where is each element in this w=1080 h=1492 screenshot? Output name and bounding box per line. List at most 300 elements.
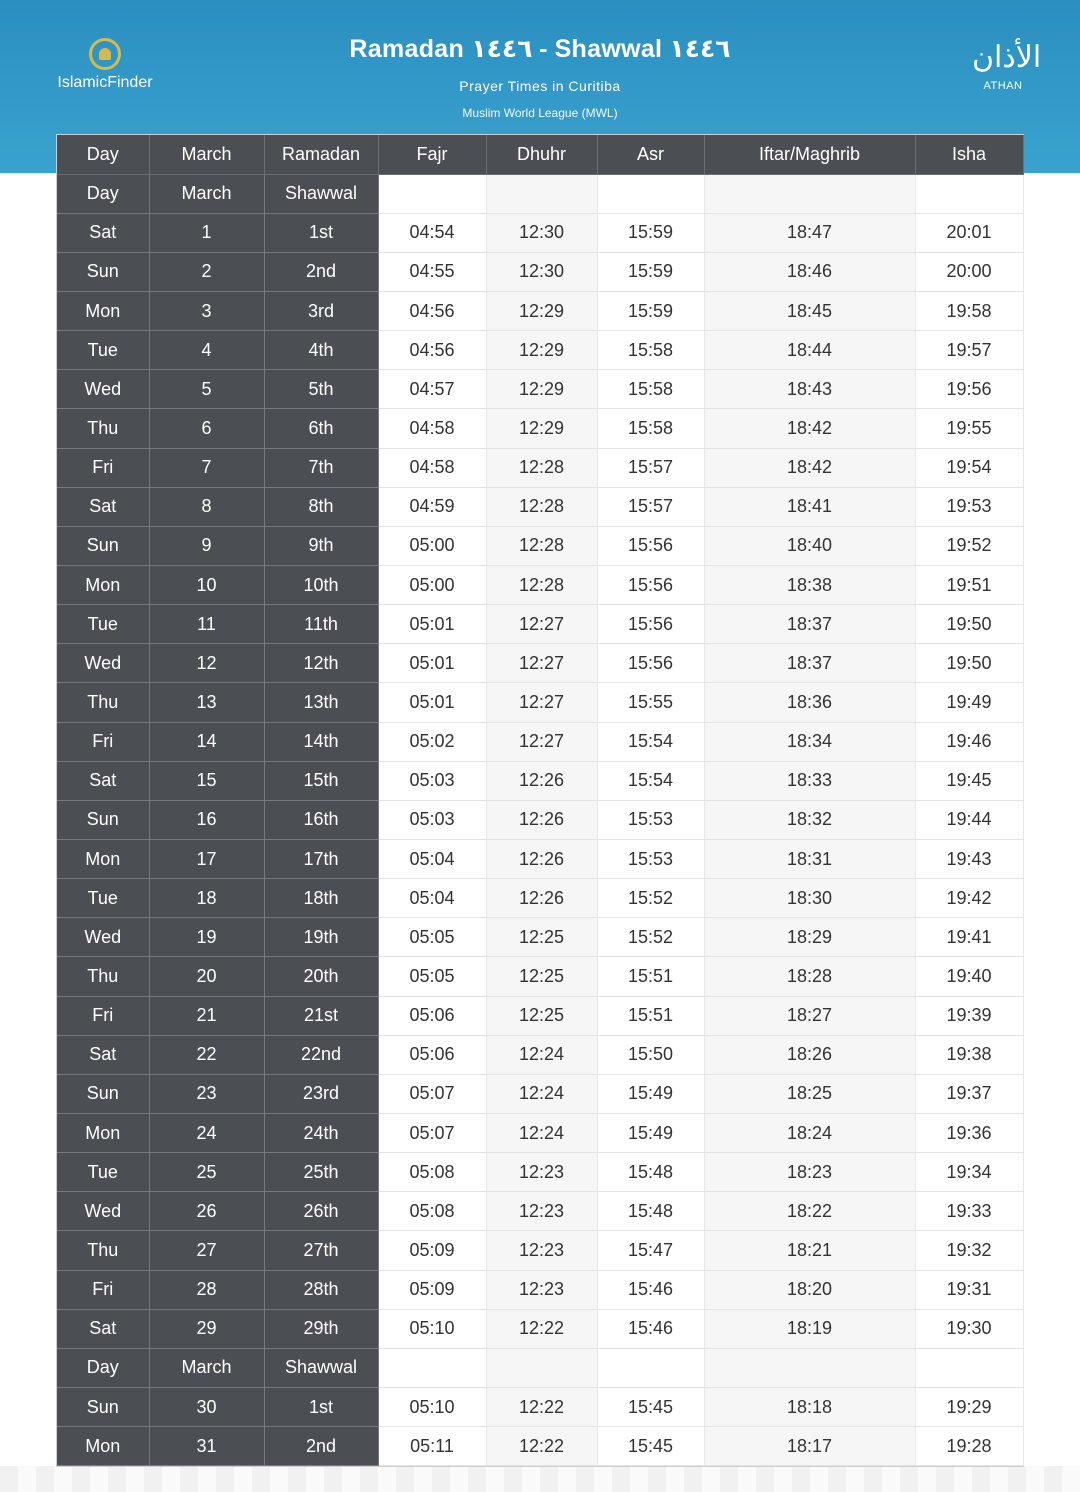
cell-day: Fri: [57, 996, 149, 1035]
cell-dhuhr: 12:27: [486, 605, 597, 644]
table-row: [57, 683, 1023, 722]
cell-day: Mon: [57, 1427, 149, 1466]
cell-fajr: 05:11: [378, 1427, 486, 1466]
page-subtitle: Prayer Times in Curitiba: [459, 78, 621, 94]
cell-hijri: 25th: [264, 1153, 378, 1192]
subheader-empty-cell: [378, 1348, 486, 1387]
prayer-times-table: [57, 135, 1024, 1466]
cell-maghrib: 18:28: [704, 957, 915, 996]
cell-fajr: 05:10: [378, 1388, 486, 1427]
cell-march: 30: [149, 1388, 264, 1427]
cell-isha: 19:50: [915, 605, 1023, 644]
brand-name: IslamicFinder: [57, 74, 153, 91]
cell-maghrib: 18:20: [704, 1270, 915, 1309]
cell-day: Tue: [57, 331, 149, 370]
table-row: [57, 1427, 1023, 1466]
subheader-march: March: [149, 174, 264, 213]
cell-fajr: 05:08: [378, 1192, 486, 1231]
cell-maghrib: 18:30: [704, 879, 915, 918]
cell-fajr: 04:57: [378, 370, 486, 409]
cell-march: 29: [149, 1309, 264, 1348]
cell-maghrib: 18:34: [704, 722, 915, 761]
cell-fajr: 05:10: [378, 1309, 486, 1348]
cell-asr: 15:54: [597, 722, 704, 761]
cell-day: Sun: [57, 1074, 149, 1113]
cell-dhuhr: 12:28: [486, 526, 597, 565]
cell-march: 23: [149, 1074, 264, 1113]
cell-hijri: 19th: [264, 918, 378, 957]
cell-maghrib: 18:24: [704, 1114, 915, 1153]
cell-isha: 19:36: [915, 1114, 1023, 1153]
cell-day: Wed: [57, 370, 149, 409]
cell-day: Wed: [57, 1192, 149, 1231]
cell-hijri: 1st: [264, 213, 378, 252]
cell-isha: 19:41: [915, 918, 1023, 957]
cell-march: 11: [149, 605, 264, 644]
subheader-empty-cell: [597, 174, 704, 213]
cell-day: Mon: [57, 1114, 149, 1153]
cell-maghrib: 18:33: [704, 761, 915, 800]
cell-hijri: 16th: [264, 800, 378, 839]
cell-isha: 19:29: [915, 1388, 1023, 1427]
cell-hijri: 4th: [264, 331, 378, 370]
subheader-empty-cell: [597, 1348, 704, 1387]
subheader-hijri: Shawwal: [264, 174, 378, 213]
cell-dhuhr: 12:24: [486, 1114, 597, 1153]
cell-dhuhr: 12:22: [486, 1388, 597, 1427]
cell-march: 14: [149, 722, 264, 761]
title-block: [300, 34, 780, 120]
cell-dhuhr: 12:27: [486, 683, 597, 722]
cell-day: Sat: [57, 761, 149, 800]
table-row: [57, 252, 1023, 291]
cell-fajr: 04:59: [378, 487, 486, 526]
cell-dhuhr: 12:26: [486, 840, 597, 879]
cell-fajr: 05:06: [378, 996, 486, 1035]
cell-asr: 15:55: [597, 683, 704, 722]
cell-hijri: 23rd: [264, 1074, 378, 1113]
cell-fajr: 04:56: [378, 292, 486, 331]
cell-maghrib: 18:42: [704, 409, 915, 448]
cell-march: 26: [149, 1192, 264, 1231]
cell-maghrib: 18:17: [704, 1427, 915, 1466]
cell-march: 13: [149, 683, 264, 722]
cell-dhuhr: 12:28: [486, 487, 597, 526]
cell-maghrib: 18:21: [704, 1231, 915, 1270]
cell-march: 18: [149, 879, 264, 918]
cell-isha: 19:54: [915, 448, 1023, 487]
cell-fajr: 04:58: [378, 409, 486, 448]
cell-fajr: 05:01: [378, 605, 486, 644]
cell-fajr: 05:03: [378, 761, 486, 800]
footer-pattern: [0, 1466, 1080, 1492]
cell-isha: 19:50: [915, 644, 1023, 683]
column-header-isha: Isha: [915, 135, 1023, 174]
cell-fajr: 05:03: [378, 800, 486, 839]
table-row: [57, 918, 1023, 957]
cell-march: 25: [149, 1153, 264, 1192]
cell-fajr: 05:01: [378, 644, 486, 683]
cell-march: 21: [149, 996, 264, 1035]
subheader-empty-cell: [704, 174, 915, 213]
cell-asr: 15:50: [597, 1035, 704, 1074]
cell-dhuhr: 12:29: [486, 370, 597, 409]
cell-day: Tue: [57, 879, 149, 918]
cell-isha: 19:53: [915, 487, 1023, 526]
cell-maghrib: 18:38: [704, 566, 915, 605]
cell-maghrib: 18:40: [704, 526, 915, 565]
cell-day: Sun: [57, 526, 149, 565]
cell-day: Thu: [57, 957, 149, 996]
column-header-dhuhr: Dhuhr: [486, 135, 597, 174]
cell-asr: 15:49: [597, 1114, 704, 1153]
athan-logo-icon: ﺍﻷﺫﺍﻥ: [972, 40, 1042, 75]
cell-march: 17: [149, 840, 264, 879]
cell-day: Sun: [57, 800, 149, 839]
cell-fajr: 05:08: [378, 1153, 486, 1192]
cell-asr: 15:46: [597, 1309, 704, 1348]
cell-isha: 20:00: [915, 252, 1023, 291]
cell-fajr: 04:54: [378, 213, 486, 252]
subheader-empty-cell: [915, 1348, 1023, 1387]
cell-hijri: 26th: [264, 1192, 378, 1231]
cell-fajr: 05:05: [378, 957, 486, 996]
cell-maghrib: 18:22: [704, 1192, 915, 1231]
table-row: [57, 1153, 1023, 1192]
cell-march: 27: [149, 1231, 264, 1270]
cell-dhuhr: 12:23: [486, 1231, 597, 1270]
cell-hijri: 11th: [264, 605, 378, 644]
cell-dhuhr: 12:26: [486, 800, 597, 839]
table-row: [57, 526, 1023, 565]
cell-isha: 19:57: [915, 331, 1023, 370]
cell-march: 15: [149, 761, 264, 800]
cell-fajr: 05:04: [378, 879, 486, 918]
subheader-day: Day: [57, 174, 149, 213]
cell-dhuhr: 12:29: [486, 292, 597, 331]
cell-asr: 15:52: [597, 879, 704, 918]
cell-asr: 15:56: [597, 644, 704, 683]
cell-hijri: 5th: [264, 370, 378, 409]
cell-fajr: 05:07: [378, 1114, 486, 1153]
column-header-day: Day: [57, 135, 149, 174]
cell-march: 6: [149, 409, 264, 448]
cell-isha: 19:39: [915, 996, 1023, 1035]
cell-maghrib: 18:37: [704, 605, 915, 644]
cell-dhuhr: 12:23: [486, 1153, 597, 1192]
table-row: [57, 487, 1023, 526]
cell-asr: 15:58: [597, 331, 704, 370]
cell-fajr: 05:09: [378, 1270, 486, 1309]
cell-asr: 15:48: [597, 1192, 704, 1231]
athan-name: ATHAN: [983, 80, 1023, 92]
table-row: [57, 644, 1023, 683]
cell-asr: 15:52: [597, 918, 704, 957]
cell-march: 8: [149, 487, 264, 526]
cell-day: Sun: [57, 1388, 149, 1427]
cell-isha: 20:01: [915, 213, 1023, 252]
cell-isha: 19:56: [915, 370, 1023, 409]
cell-march: 12: [149, 644, 264, 683]
table-row: [57, 1035, 1023, 1074]
table-row: [57, 722, 1023, 761]
cell-fajr: 05:06: [378, 1035, 486, 1074]
cell-day: Tue: [57, 1153, 149, 1192]
cell-fajr: 05:05: [378, 918, 486, 957]
cell-dhuhr: 12:26: [486, 879, 597, 918]
cell-day: Mon: [57, 840, 149, 879]
column-header-fajr: Fajr: [378, 135, 486, 174]
cell-hijri: 14th: [264, 722, 378, 761]
cell-isha: 19:37: [915, 1074, 1023, 1113]
subheader-empty-cell: [378, 174, 486, 213]
subheader-empty-cell: [915, 174, 1023, 213]
cell-maghrib: 18:36: [704, 683, 915, 722]
cell-maghrib: 18:44: [704, 331, 915, 370]
cell-hijri: 3rd: [264, 292, 378, 331]
subheader-empty-cell: [486, 1348, 597, 1387]
prayer-times-table-container: [56, 134, 1024, 1467]
cell-hijri: 17th: [264, 840, 378, 879]
cell-fajr: 05:00: [378, 526, 486, 565]
table-row: [57, 331, 1023, 370]
cell-march: 9: [149, 526, 264, 565]
cell-day: Fri: [57, 1270, 149, 1309]
cell-asr: 15:59: [597, 292, 704, 331]
cell-isha: 19:58: [915, 292, 1023, 331]
cell-march: 16: [149, 800, 264, 839]
cell-asr: 15:51: [597, 957, 704, 996]
cell-dhuhr: 12:28: [486, 566, 597, 605]
table-row: [57, 605, 1023, 644]
cell-day: Sat: [57, 1035, 149, 1074]
cell-isha: 19:43: [915, 840, 1023, 879]
cell-dhuhr: 12:23: [486, 1192, 597, 1231]
cell-day: Tue: [57, 605, 149, 644]
table-row: [57, 996, 1023, 1035]
cell-hijri: 2nd: [264, 1427, 378, 1466]
cell-maghrib: 18:25: [704, 1074, 915, 1113]
calculation-method: Muslim World League (MWL): [462, 106, 618, 120]
table-row: [57, 1192, 1023, 1231]
cell-hijri: 15th: [264, 761, 378, 800]
cell-maghrib: 18:42: [704, 448, 915, 487]
table-subheader-row: [57, 1348, 1023, 1387]
cell-maghrib: 18:31: [704, 840, 915, 879]
cell-dhuhr: 12:25: [486, 918, 597, 957]
cell-day: Thu: [57, 1231, 149, 1270]
cell-isha: 19:42: [915, 879, 1023, 918]
cell-asr: 15:45: [597, 1388, 704, 1427]
page-title: Ramadan ١٤٤٦ - Shawwal ١٤٤٦: [349, 35, 731, 63]
table-row: [57, 292, 1023, 331]
cell-asr: 15:45: [597, 1427, 704, 1466]
cell-hijri: 2nd: [264, 252, 378, 291]
cell-asr: 15:53: [597, 840, 704, 879]
cell-fajr: 04:58: [378, 448, 486, 487]
cell-fajr: 05:04: [378, 840, 486, 879]
cell-isha: 19:33: [915, 1192, 1023, 1231]
cell-maghrib: 18:47: [704, 213, 915, 252]
cell-fajr: 04:55: [378, 252, 486, 291]
table-row: [57, 448, 1023, 487]
table-row: [57, 1309, 1023, 1348]
cell-isha: 19:51: [915, 566, 1023, 605]
cell-march: 19: [149, 918, 264, 957]
athan-brand[interactable]: [972, 38, 1042, 92]
subheader-march: March: [149, 1348, 264, 1387]
cell-maghrib: 18:45: [704, 292, 915, 331]
cell-day: Wed: [57, 918, 149, 957]
cell-dhuhr: 12:30: [486, 213, 597, 252]
cell-isha: 19:28: [915, 1427, 1023, 1466]
cell-dhuhr: 12:26: [486, 761, 597, 800]
column-header-march: March: [149, 135, 264, 174]
cell-day: Thu: [57, 409, 149, 448]
cell-dhuhr: 12:25: [486, 957, 597, 996]
cell-isha: 19:55: [915, 409, 1023, 448]
cell-dhuhr: 12:22: [486, 1309, 597, 1348]
cell-maghrib: 18:41: [704, 487, 915, 526]
cell-dhuhr: 12:25: [486, 996, 597, 1035]
table-row: [57, 1114, 1023, 1153]
cell-march: 20: [149, 957, 264, 996]
cell-fajr: 05:07: [378, 1074, 486, 1113]
table-row: [57, 1388, 1023, 1427]
cell-fajr: 05:09: [378, 1231, 486, 1270]
cell-day: Sun: [57, 252, 149, 291]
cell-isha: 19:40: [915, 957, 1023, 996]
cell-dhuhr: 12:27: [486, 722, 597, 761]
cell-dhuhr: 12:29: [486, 409, 597, 448]
subheader-day: Day: [57, 1348, 149, 1387]
cell-march: 7: [149, 448, 264, 487]
cell-hijri: 9th: [264, 526, 378, 565]
cell-asr: 15:58: [597, 409, 704, 448]
cell-hijri: 21st: [264, 996, 378, 1035]
cell-dhuhr: 12:28: [486, 448, 597, 487]
cell-isha: 19:38: [915, 1035, 1023, 1074]
subheader-hijri: Shawwal: [264, 1348, 378, 1387]
cell-maghrib: 18:18: [704, 1388, 915, 1427]
cell-asr: 15:49: [597, 1074, 704, 1113]
cell-hijri: 12th: [264, 644, 378, 683]
cell-day: Sat: [57, 1309, 149, 1348]
table-row: [57, 409, 1023, 448]
cell-isha: 19:34: [915, 1153, 1023, 1192]
cell-asr: 15:48: [597, 1153, 704, 1192]
islamicfinder-brand[interactable]: [54, 38, 156, 92]
cell-isha: 19:31: [915, 1270, 1023, 1309]
cell-hijri: 24th: [264, 1114, 378, 1153]
cell-fajr: 05:00: [378, 566, 486, 605]
cell-isha: 19:45: [915, 761, 1023, 800]
cell-asr: 15:57: [597, 448, 704, 487]
cell-dhuhr: 12:27: [486, 644, 597, 683]
cell-hijri: 18th: [264, 879, 378, 918]
cell-march: 2: [149, 252, 264, 291]
cell-march: 4: [149, 331, 264, 370]
cell-asr: 15:47: [597, 1231, 704, 1270]
cell-isha: 19:49: [915, 683, 1023, 722]
cell-march: 1: [149, 213, 264, 252]
table-header-row: [57, 135, 1023, 174]
cell-maghrib: 18:43: [704, 370, 915, 409]
cell-maghrib: 18:37: [704, 644, 915, 683]
cell-day: Mon: [57, 292, 149, 331]
cell-hijri: 20th: [264, 957, 378, 996]
cell-hijri: 13th: [264, 683, 378, 722]
cell-asr: 15:58: [597, 370, 704, 409]
cell-maghrib: 18:26: [704, 1035, 915, 1074]
cell-asr: 15:53: [597, 800, 704, 839]
cell-day: Sat: [57, 487, 149, 526]
cell-hijri: 28th: [264, 1270, 378, 1309]
cell-dhuhr: 12:24: [486, 1074, 597, 1113]
cell-fajr: 05:02: [378, 722, 486, 761]
table-row: [57, 840, 1023, 879]
cell-hijri: 7th: [264, 448, 378, 487]
cell-hijri: 29th: [264, 1309, 378, 1348]
cell-asr: 15:56: [597, 526, 704, 565]
cell-hijri: 27th: [264, 1231, 378, 1270]
cell-isha: 19:32: [915, 1231, 1023, 1270]
cell-march: 10: [149, 566, 264, 605]
cell-march: 31: [149, 1427, 264, 1466]
cell-isha: 19:30: [915, 1309, 1023, 1348]
cell-fajr: 05:01: [378, 683, 486, 722]
table-row: [57, 879, 1023, 918]
cell-day: Thu: [57, 683, 149, 722]
subheader-empty-cell: [486, 174, 597, 213]
islamicfinder-logo-icon: [89, 38, 121, 70]
cell-dhuhr: 12:23: [486, 1270, 597, 1309]
table-row: [57, 566, 1023, 605]
table-row: [57, 1270, 1023, 1309]
cell-dhuhr: 12:29: [486, 331, 597, 370]
table-row: [57, 761, 1023, 800]
cell-march: 24: [149, 1114, 264, 1153]
cell-asr: 15:54: [597, 761, 704, 800]
cell-dhuhr: 12:24: [486, 1035, 597, 1074]
cell-isha: 19:46: [915, 722, 1023, 761]
table-row: [57, 800, 1023, 839]
cell-asr: 15:57: [597, 487, 704, 526]
subheader-empty-cell: [704, 1348, 915, 1387]
column-header-maghrib: Iftar/Maghrib: [704, 135, 915, 174]
cell-asr: 15:51: [597, 996, 704, 1035]
cell-hijri: 8th: [264, 487, 378, 526]
cell-dhuhr: 12:22: [486, 1427, 597, 1466]
cell-maghrib: 18:23: [704, 1153, 915, 1192]
cell-day: Wed: [57, 644, 149, 683]
cell-hijri: 22nd: [264, 1035, 378, 1074]
table-subheader-row: [57, 174, 1023, 213]
cell-day: Fri: [57, 722, 149, 761]
table-row: [57, 370, 1023, 409]
cell-march: 3: [149, 292, 264, 331]
cell-maghrib: 18:32: [704, 800, 915, 839]
cell-day: Sat: [57, 213, 149, 252]
cell-asr: 15:56: [597, 605, 704, 644]
cell-asr: 15:56: [597, 566, 704, 605]
cell-asr: 15:46: [597, 1270, 704, 1309]
table-row: [57, 957, 1023, 996]
table-row: [57, 1074, 1023, 1113]
cell-march: 22: [149, 1035, 264, 1074]
column-header-hijri: Ramadan: [264, 135, 378, 174]
cell-hijri: 1st: [264, 1388, 378, 1427]
